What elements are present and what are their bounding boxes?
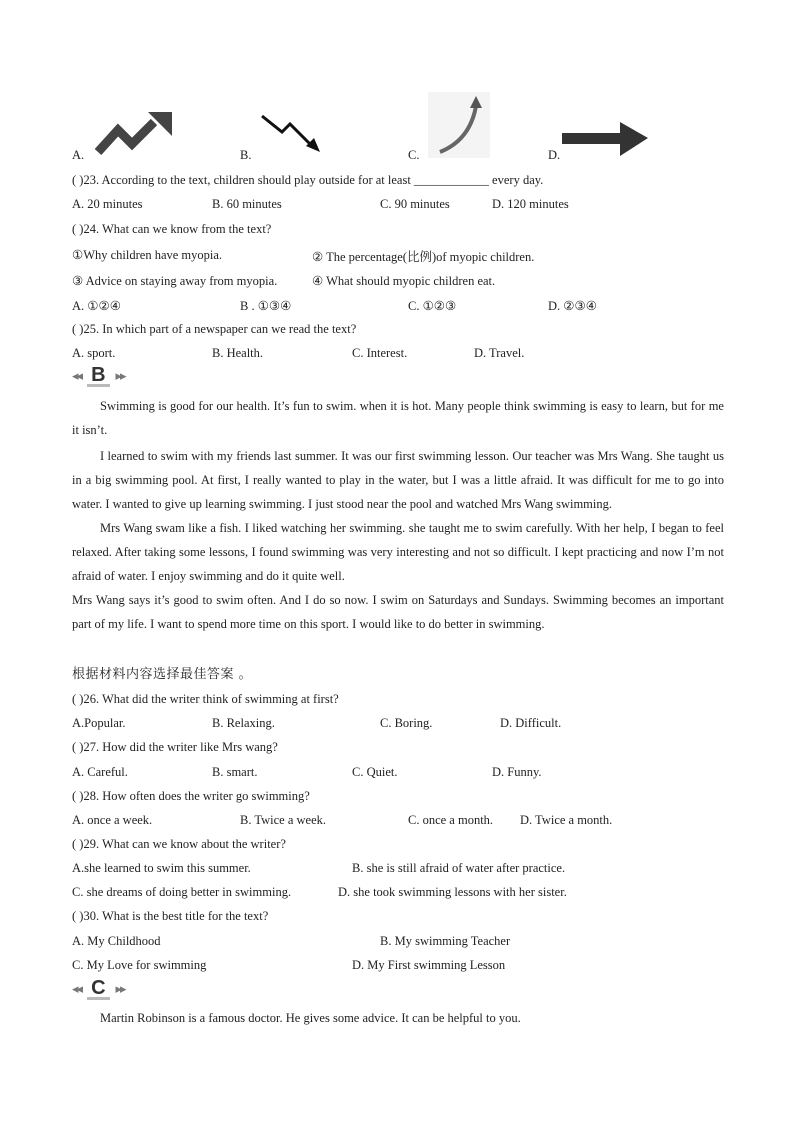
q23-option-d: D. 120 minutes: [492, 197, 569, 211]
q22-option-b-label: B.: [240, 148, 252, 162]
q27-stem: ( )27. How did the writer like Mrs wang?: [72, 740, 278, 754]
left-arrows-icon: ◂◂: [72, 369, 82, 384]
q22-option-c-label: C.: [408, 148, 420, 162]
q29-option-b: B. she is still afraid of water after practice.: [352, 861, 566, 875]
passage-b: [72, 394, 724, 636]
q26-option-d: D. Difficult.: [500, 716, 562, 730]
q23-option-b: B. 60 minutes: [212, 197, 282, 211]
q26-option-b: B. Relaxing.: [212, 716, 275, 730]
q27-option-c: C. Quiet.: [352, 765, 398, 779]
q30-stem: ( )30. What is the best title for the text?: [72, 909, 269, 923]
q29-option-d: D. she took swimming lessons with her sister.: [338, 885, 567, 899]
q23-option-a: A. 20 minutes: [72, 197, 143, 211]
right-arrows-icon: ▸▸: [115, 982, 125, 997]
curve-up-arrow-icon: [428, 92, 490, 158]
q25-option-a: A. sport.: [72, 346, 116, 360]
section-b-instruction: 根据材料内容选择最佳答案 。: [72, 667, 253, 682]
passage-c: [72, 1006, 724, 1030]
q28-stem: ( )28. How often does the writer go swimming?: [72, 789, 310, 803]
q28-option-d: D. Twice a month.: [520, 813, 613, 827]
q25-option-c: C. Interest.: [352, 346, 408, 360]
q30-option-a: A. My Childhood: [72, 934, 161, 948]
zigzag-down-arrow-icon: [258, 108, 324, 156]
q27-option-b: B. smart.: [212, 765, 258, 779]
q28-option-b: B. Twice a week.: [240, 813, 327, 827]
q30-option-c: C. My Love for swimming: [72, 958, 207, 972]
q24-option-b: B . ①③④: [240, 299, 292, 313]
q23-stem: ( )23. According to the text, children should play outside for at least ____________ every day.: [72, 173, 544, 187]
q25-stem: ( )25. In which part of a newspaper can we read the text?: [72, 322, 357, 336]
q22-option-d-label: D.: [548, 148, 561, 162]
q26-option-a: A.Popular.: [72, 716, 126, 730]
q24-option-c: C. ①②③: [408, 299, 457, 313]
passage-c-paragraph-1: Martin Robinson is a famous doctor. He gives some advice. It can be helpful to you.: [100, 1011, 521, 1025]
q24-stem: ( )24. What can we know from the text?: [72, 222, 272, 236]
section-c-letter: C: [87, 979, 109, 1000]
q30-option-d: D. My First swimming Lesson: [352, 958, 506, 972]
passage-b-paragraph-2: I learned to swim with my friends last summer. It was our first swimming lesson. Our teacher was Mrs Wang. She taught us in a big swimming pool. At first, I really wanted to play in the water, but I was a little afraid. It was difficult for me to go into water. I wanted to give up learning swimming. I just stood near the pool and watched Mrs Wang swimming.: [72, 449, 724, 511]
q24-option-a: A. ①②④: [72, 299, 121, 313]
q27-option-d: D. Funny.: [492, 765, 542, 779]
q23-option-c: C. 90 minutes: [380, 197, 450, 211]
q26-stem: ( )26. What did the writer think of swimming at first?: [72, 692, 339, 706]
q29-option-c: C. she dreams of doing better in swimming.: [72, 885, 292, 899]
q28-option-c: C. once a month.: [408, 813, 494, 827]
passage-b-paragraph-4: Mrs Wang says it’s good to swim often. And I do so now. I swim on Saturdays and Sundays. Swimming becomes an important part of my life. I want to spend more time on this sport. I would like to do better in swimming.: [72, 593, 724, 631]
zigzag-up-arrow-icon: [92, 110, 174, 158]
passage-b-paragraph-1: Swimming is good for our health. It’s fun to swim. when it is hot. Many people think swimming is easy to learn, but for me it isn’t.: [72, 399, 724, 437]
q24-item-4: ④ What should myopic children eat.: [312, 274, 496, 288]
q28-option-a: A. once a week.: [72, 813, 153, 827]
passage-b-paragraph-3: Mrs Wang swam like a fish. I liked watching her swimming. she taught me to swim carefully. With her help, I began to feel relaxed. After taking some lessons, I found swimming was very interesting and not so difficult. I kept practicing and now I’m not afraid of water. I enjoy swimming and do it quite well.: [72, 521, 724, 583]
q29-option-a: A.she learned to swim this summer.: [72, 861, 251, 875]
q27-option-a: A. Careful.: [72, 765, 128, 779]
q26-option-c: C. Boring.: [380, 716, 433, 730]
left-arrows-icon: ◂◂: [72, 982, 82, 997]
q25-option-d: D. Travel.: [474, 346, 525, 360]
q30-option-b: B. My swimming Teacher: [380, 934, 511, 948]
q24-item-1: ①Why children have myopia.: [72, 248, 223, 262]
q24-option-d: D. ②③④: [548, 299, 597, 313]
section-c-marker: [72, 979, 125, 1000]
section-b-marker: [72, 366, 125, 387]
right-arrow-icon: [562, 120, 650, 160]
q22-option-a-label: A.: [72, 148, 85, 162]
q24-item-3: ③ Advice on staying away from myopia.: [72, 274, 278, 288]
q25-option-b: B. Health.: [212, 346, 264, 360]
section-b-letter: B: [87, 366, 109, 387]
q29-stem: ( )29. What can we know about the writer?: [72, 837, 286, 851]
right-arrows-icon: ▸▸: [115, 369, 125, 384]
q24-item-2: ② The percentage(比例)of myopic children.: [312, 250, 535, 264]
